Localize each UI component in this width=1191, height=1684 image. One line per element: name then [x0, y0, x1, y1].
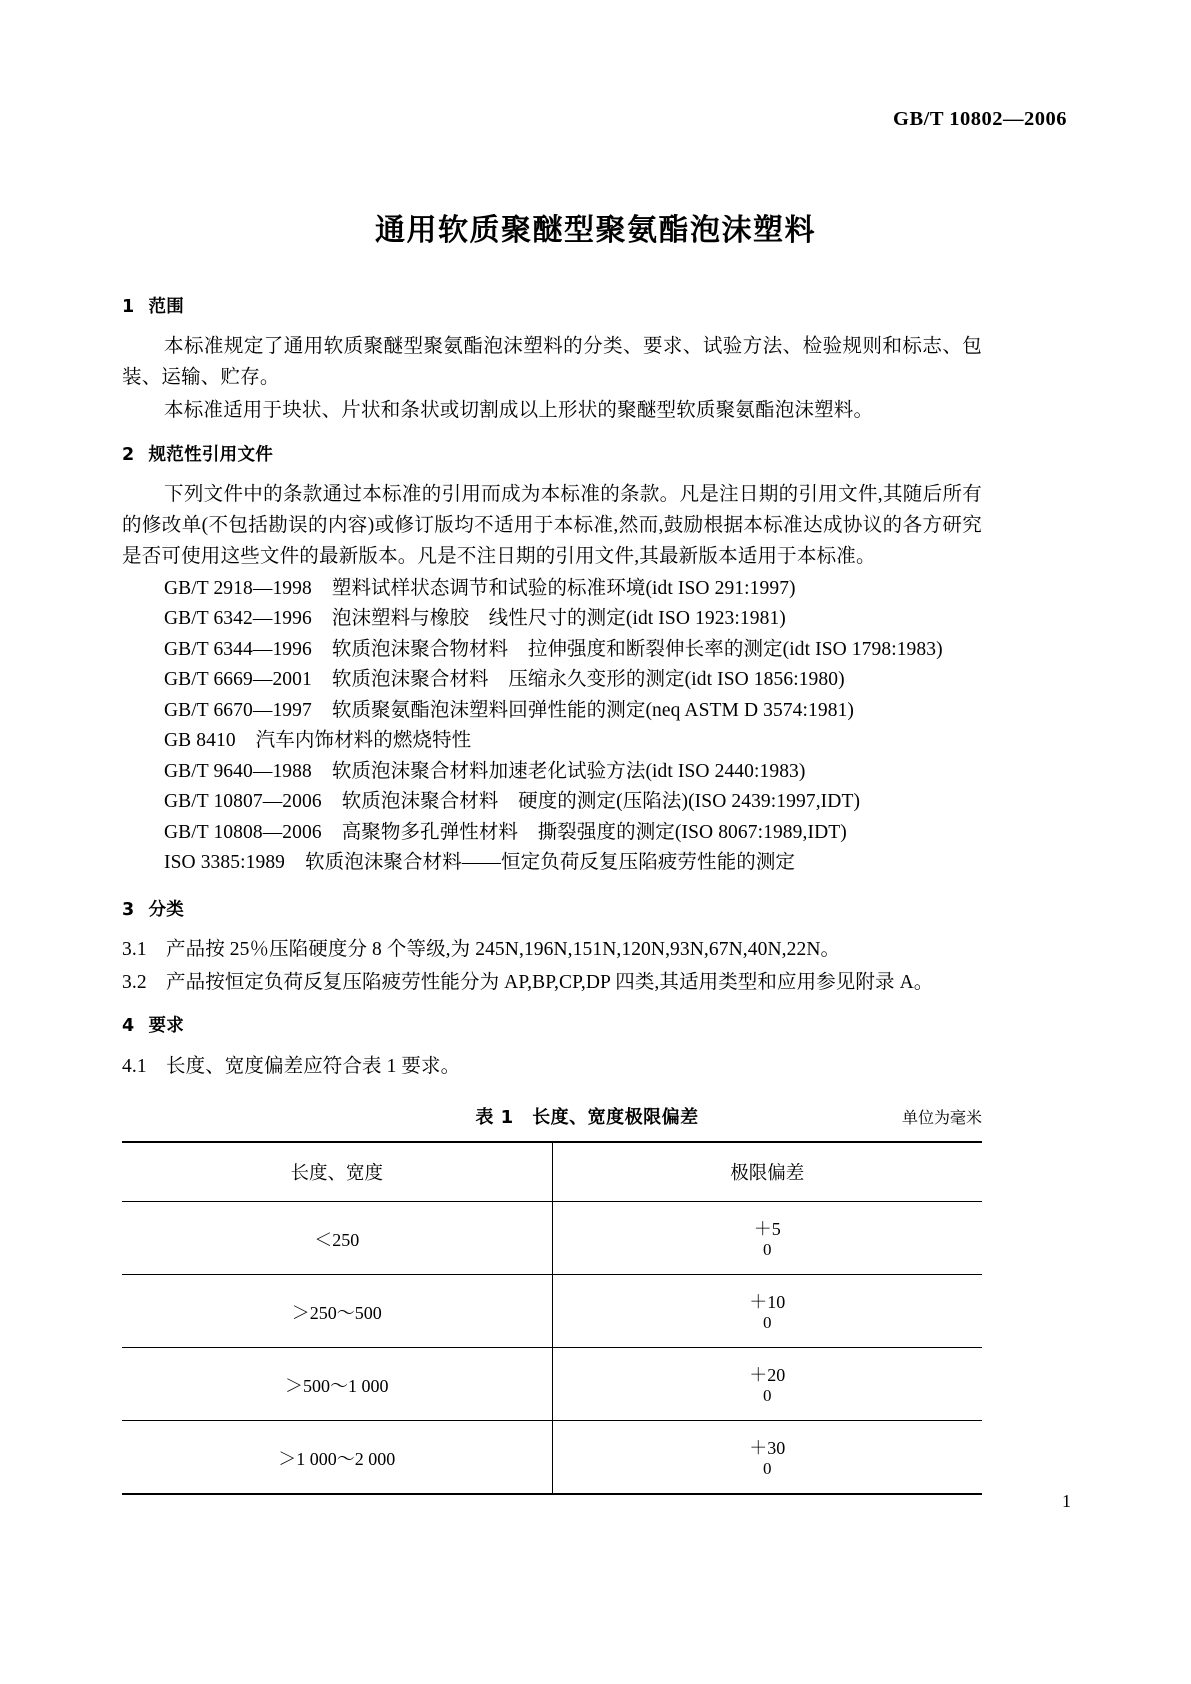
- list-item: [122, 787, 982, 818]
- reference-code: GB/T 9640—1988: [164, 760, 312, 782]
- cell-range: ＞500～1 000: [122, 1348, 552, 1421]
- reference-title: 高聚物多孔弹性材料 撕裂强度的测定(ISO 8067:1989,IDT): [341, 821, 847, 843]
- table-1-caption: 表 1 长度、宽度极限偏差: [475, 1107, 699, 1128]
- section-1-paragraph-1: 本标准规定了通用软质聚醚型聚氨酯泡沫塑料的分类、要求、试验方法、检验规则和标志、包装、运输、贮存。: [122, 335, 982, 388]
- reference-title: 汽车内饰材料的燃烧特性: [255, 730, 472, 751]
- section-title-2: 规范性引用文件: [148, 444, 274, 465]
- document-body: [122, 296, 982, 1495]
- section-heading-1: [122, 296, 982, 319]
- reference-title: 软质聚氨酯泡沫塑料回弹性能的测定(neq ASTM D 3574:1981): [331, 699, 855, 721]
- clause-4-1: [122, 1050, 982, 1083]
- section-heading-4: [122, 1015, 982, 1038]
- list-item: [122, 818, 982, 849]
- tolerance-upper: ＋20: [749, 1364, 786, 1385]
- reference-code: GB/T 6342—1996: [164, 608, 312, 629]
- clause-number: 3.2: [122, 972, 147, 994]
- cell-tolerance: [552, 1275, 982, 1348]
- table-row: [122, 1421, 982, 1495]
- cell-range: ＜250: [122, 1202, 552, 1275]
- list-item: [122, 757, 982, 788]
- section-title-1: 范围: [148, 297, 185, 317]
- list-item: [122, 574, 982, 605]
- reference-code: GB/T 2918—1998: [164, 577, 312, 599]
- document-title: 通用软质聚醚型聚氨酯泡沫塑料: [375, 213, 816, 248]
- cell-range: ＞250～500: [122, 1275, 552, 1348]
- section-number-4: 4: [122, 1016, 135, 1037]
- list-item: [122, 665, 982, 696]
- column-header-length-width: 长度、宽度: [122, 1142, 552, 1202]
- section-title-3: 分类: [148, 899, 185, 920]
- list-item: [122, 726, 982, 757]
- reference-code: ISO 3385:1989: [164, 852, 286, 873]
- clause-number: 3.1: [122, 939, 147, 961]
- reference-title: 软质泡沫聚合材料 硬度的测定(压陷法)(ISO 2439:1997,IDT): [341, 791, 861, 812]
- tolerance-upper: ＋30: [749, 1437, 786, 1458]
- cell-tolerance: [552, 1421, 982, 1495]
- normative-reference-list: [122, 574, 982, 879]
- clause-text: 长度、宽度偏差应符合表 1 要求。: [166, 1056, 461, 1077]
- table-1-container: [122, 1103, 982, 1495]
- clause-number: 4.1: [122, 1056, 147, 1077]
- table-row: [122, 1202, 982, 1275]
- tolerance-upper: ＋5: [753, 1218, 781, 1239]
- tolerance-lower: 0: [763, 1312, 772, 1332]
- table-row: [122, 1348, 982, 1421]
- table-header: [122, 1142, 982, 1202]
- section-title-4: 要求: [148, 1016, 185, 1037]
- table-body: [122, 1202, 982, 1495]
- running-header-standard-code: GB/T 10802—2006: [893, 108, 1067, 130]
- reference-code: GB/T 6670—1997: [164, 699, 312, 721]
- reference-title: 泡沫塑料与橡胶 线性尺寸的测定(idt ISO 1923:1981): [331, 608, 786, 629]
- column-header-limit-deviation: 极限偏差: [552, 1142, 982, 1202]
- reference-title: 塑料试样状态调节和试验的标准环境(idt ISO 291:1997): [331, 577, 796, 599]
- reference-title: 软质泡沫聚合材料加速老化试验方法(idt ISO 2440:1983): [331, 760, 806, 782]
- spacer: [122, 879, 982, 899]
- list-item: [122, 604, 982, 635]
- cell-tolerance: [552, 1202, 982, 1275]
- reference-code: GB/T 10808—2006: [164, 821, 322, 843]
- spacer: [122, 428, 982, 444]
- reference-code: GB/T 6669—2001: [164, 669, 312, 690]
- section-heading-2: [122, 444, 982, 467]
- cell-range: ＞1 000～2 000: [122, 1421, 552, 1495]
- section-number-1: 1: [122, 297, 135, 317]
- reference-title: 软质泡沫聚合材料 压缩永久变形的测定(idt ISO 1856:1980): [331, 669, 845, 690]
- section-heading-3: [122, 899, 982, 922]
- tolerance-upper: ＋10: [749, 1291, 786, 1312]
- list-item: [122, 848, 982, 879]
- list-item: [122, 635, 982, 666]
- tolerance-lower: 0: [763, 1385, 772, 1405]
- section-1-paragraph-2: 本标准适用于块状、片状和条状或切割成以上形状的聚醚型软质聚氨酯泡沫塑料。: [164, 399, 874, 421]
- clause-text: 产品按恒定负荷反复压陷疲劳性能分为 AP,BP,CP,DP 四类,其适用类型和应用参见附录 A。: [166, 972, 934, 994]
- page-number: 1: [1062, 1491, 1071, 1511]
- cell-tolerance: [552, 1348, 982, 1421]
- clause-text: 产品按 25％压陷硬度分 8 个等级,为 245N,196N,151N,120N,93N,67N,40N,22N。: [166, 939, 841, 961]
- reference-code: GB/T 10807—2006: [164, 791, 322, 812]
- tolerance-lower: 0: [763, 1458, 772, 1478]
- section-number-3: 3: [122, 899, 135, 920]
- reference-title: 软质泡沫聚合物材料 拉伸强度和断裂伸长率的测定(idt ISO 1798:1983): [331, 638, 943, 660]
- reference-title: 软质泡沫聚合材料——恒定负荷反复压陷疲劳性能的测定: [305, 852, 796, 873]
- clause-3-2: [122, 966, 982, 999]
- table-row: [122, 1275, 982, 1348]
- reference-code: GB 8410: [164, 730, 236, 751]
- table-header-row: [122, 1142, 982, 1202]
- tolerance-lower: 0: [763, 1239, 772, 1259]
- list-item: [122, 696, 982, 727]
- section-2-paragraph-1: 下列文件中的条款通过本标准的引用而成为本标准的条款。凡是注日期的引用文件,其随后所有的修改单(不包括勘误的内容)或修订版均不适用于本标准,然而,鼓励根据本标准达成协议的各方研究是否可使用这些文件的最新版本。凡是不注日期的引用文件,其最新版本适用于本标准。: [122, 483, 982, 567]
- table-1-unit-note: 单位为毫米: [901, 1110, 982, 1127]
- spacer: [122, 999, 982, 1015]
- section-number-2: 2: [122, 444, 135, 465]
- clause-3-1: [122, 933, 982, 966]
- reference-code: GB/T 6344—1996: [164, 638, 312, 660]
- table-1: [122, 1141, 982, 1495]
